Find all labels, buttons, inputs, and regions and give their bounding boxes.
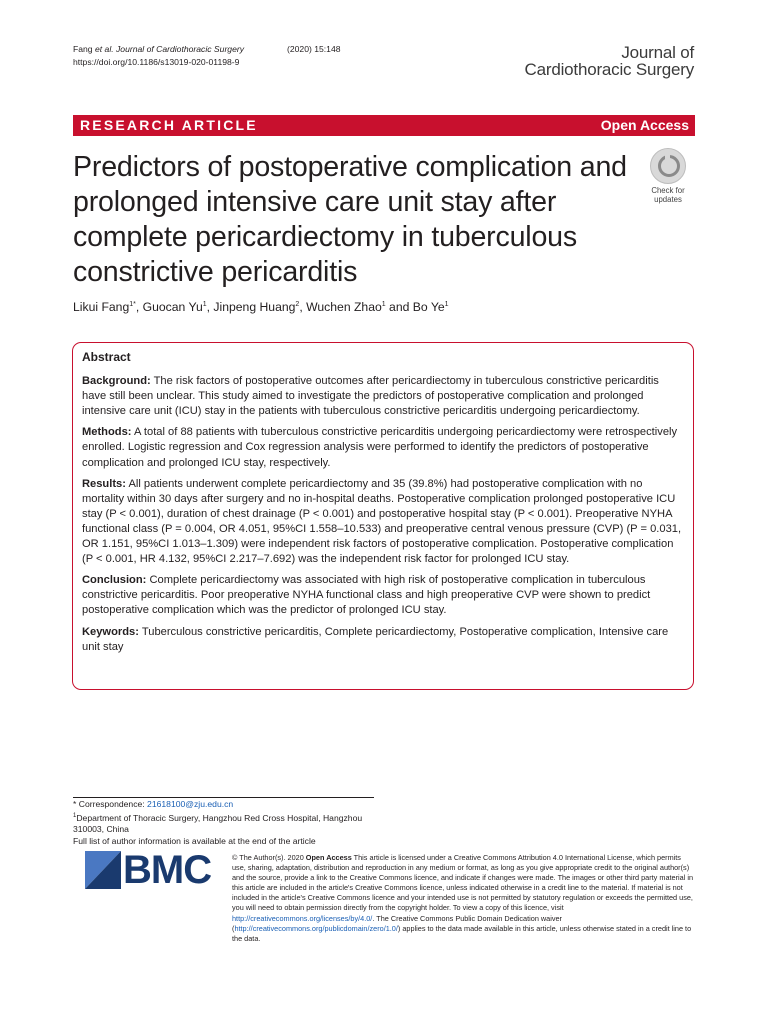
journal-logo-line1: Journal of xyxy=(621,43,694,62)
citation-header xyxy=(73,43,341,69)
doi-link[interactable]: https://doi.org/10.1186/s13019-020-01198-9 xyxy=(73,57,240,67)
abstract-background xyxy=(82,374,685,419)
license-notice xyxy=(232,853,696,944)
license-text-1: This article is licensed under a Creative Commons Attribution 4.0 International License, which permits use, sharing, adaptation, distribution and reproduction in any medium or format, as long as you give appropriate credit to the original author(s) and the source, provide a link to the Creative Commons licence, and indicate if changes were made. The images or other third party material in this article are included in the article's Creative Commons licence, unless indicated otherwise in a credit line to the material. If material is not included in the article's Creative Commons licence and your intended use is not permitted by statutory regulation or exceeds the permitted use, you will need to obtain permission directly from the copyright holder. To view a copy of this licence, visit xyxy=(232,853,694,913)
conclusion-text: Complete pericardiectomy was associated with high risk of postoperative complication in tuberculous constrictive pericarditis. Poor preoperative NYHA functional class and high preoperative CVP were shown to predict postoperative complication which was the predictor of prolonged ICU stay. xyxy=(82,574,651,617)
author-and: and xyxy=(385,300,413,314)
author-name[interactable]: Guocan Yu xyxy=(142,300,203,314)
citation-line xyxy=(73,43,341,56)
keywords-text: Tuberculous constrictive pericarditis, Complete pericardiectomy, Postoperative complication, Intensive care unit stay xyxy=(82,625,669,653)
author-affiliation-sup: 1 xyxy=(381,300,386,308)
citation-authors: Fang xyxy=(73,44,95,54)
author-affiliation-sup: 1* xyxy=(129,300,136,308)
author-name[interactable]: Wuchen Zhao xyxy=(306,300,382,314)
author-list xyxy=(73,300,449,314)
article-type-banner xyxy=(73,115,695,136)
license-link-cc-by[interactable]: http://creativecommons.org/licenses/by/4.0/ xyxy=(232,913,373,923)
license-link-cc-zero[interactable]: http://creativecommons.org/publicdomain/zero/1.0/ xyxy=(234,923,398,933)
background-text: The risk factors of postoperative outcomes after pericardiectomy in tuberculous constrictive pericarditis have still been unclear. This study aimed to investigate the predictors of postoperative complication and prolonged intensive care unit (ICU) stay in the patients with tuberculous constrictive pericarditis undergoing pericardiectomy. xyxy=(82,375,659,418)
author-name[interactable]: Likui Fang xyxy=(73,300,130,314)
journal-logo xyxy=(525,44,694,78)
abstract-content xyxy=(82,350,685,661)
author-name[interactable]: Jinpeng Huang xyxy=(213,300,296,314)
author-separator: , xyxy=(299,300,307,314)
license-copyright: © The Author(s). 2020 xyxy=(232,853,306,862)
keywords-label: Keywords: xyxy=(82,625,139,638)
author-name[interactable]: Bo Ye xyxy=(412,300,445,314)
author-affiliation-sup: 2 xyxy=(295,300,300,308)
author-affiliation-sup: 1 xyxy=(444,300,449,308)
journal-logo-line2: Cardiothoracic Surgery xyxy=(524,60,694,79)
abstract-box xyxy=(72,342,694,690)
footnote-divider xyxy=(73,797,374,798)
methods-text: A total of 88 patients with tuberculous constrictive pericarditis undergoing pericardiectomy were retrospectively enrolled. Logistic regression and Cox regression analysis were performed to identify the predictors of postoperative complication and prolonged ICU stay, respectively. xyxy=(82,426,678,469)
correspondence xyxy=(73,799,383,811)
license-text-3: ) applies to the data made available in this article, unless otherwise stated in a credit line to the data. xyxy=(232,923,692,943)
abstract-heading: Abstract xyxy=(82,350,131,364)
citation-journal: Journal of Cardiothoracic Surgery xyxy=(113,44,245,54)
results-label: Results: xyxy=(82,477,126,490)
open-access-label[interactable]: Open Access xyxy=(600,117,689,133)
check-updates-line2: updates xyxy=(654,194,682,204)
abstract-conclusion xyxy=(82,573,685,618)
license-text-2: . The Creative Commons Public Domain Dedication waiver ( xyxy=(232,913,562,933)
abstract-keywords xyxy=(82,625,685,655)
abstract-results xyxy=(82,477,685,568)
abstract-methods xyxy=(82,425,685,470)
author-info-note: Full list of author information is available at the end of the article xyxy=(73,835,316,846)
results-text: All patients underwent complete pericardiectomy and 35 (39.8%) had postoperative complication with no mortality within 30 days after surgery and no in-hospital deaths. Postoperative complication prolonged postoperative ICU stay (P < 0.001), duration of chest drainage (P < 0.001) and postoperative hospital stay (P < 0.001). Preoperative NYHA functional class (P = 0.004, OR 4.051, 95%CI 1.558–10.533) and preoperative central venous pressure (CVP) (P = 0.031, OR 1.151, 95%CI 1.013–1.309) were independent risk factors of postoperative complication. Postoperative complication (P < 0.001, HR 4.132, 95%CI 2.217–7.692) was the independent risk factor for prolonged ICU stay. xyxy=(82,477,682,566)
citation-etal: et al. xyxy=(94,44,114,54)
author-separator: , xyxy=(206,300,214,314)
background-label: Background: xyxy=(82,375,151,388)
conclusion-label: Conclusion: xyxy=(82,574,147,587)
affiliation-sup: 1 xyxy=(73,812,77,819)
article-title: Predictors of postoperative complication and prolonged intensive care unit stay after complete pericardiectomy in tuberculous constrictive pericarditis xyxy=(73,151,627,288)
license-open-access: Open Access xyxy=(305,853,352,862)
check-for-updates-badge[interactable] xyxy=(646,148,690,204)
check-updates-text xyxy=(646,187,690,204)
correspondence-email-link[interactable]: 21618100@zju.edu.cn xyxy=(147,799,234,809)
citation-year: (2020) 15:148 xyxy=(287,44,341,54)
footnotes xyxy=(73,799,383,847)
correspondence-label: * Correspondence: xyxy=(73,799,148,809)
article-type: RESEARCH ARTICLE xyxy=(80,117,258,133)
bmc-logo[interactable] xyxy=(85,848,215,892)
affiliation xyxy=(73,811,383,836)
bmc-logo-icon xyxy=(85,851,121,889)
methods-label: Methods: xyxy=(82,426,132,439)
author-separator: , xyxy=(135,300,143,314)
check-updates-icon xyxy=(650,148,686,184)
bmc-logo-text: BMC xyxy=(123,848,212,892)
author-affiliation-sup: 1 xyxy=(202,300,207,308)
check-updates-line1: Check for xyxy=(651,186,685,195)
affiliation-text: Department of Thoracic Surgery, Hangzhou Red Cross Hospital, Hangzhou 310003, China xyxy=(73,812,363,835)
